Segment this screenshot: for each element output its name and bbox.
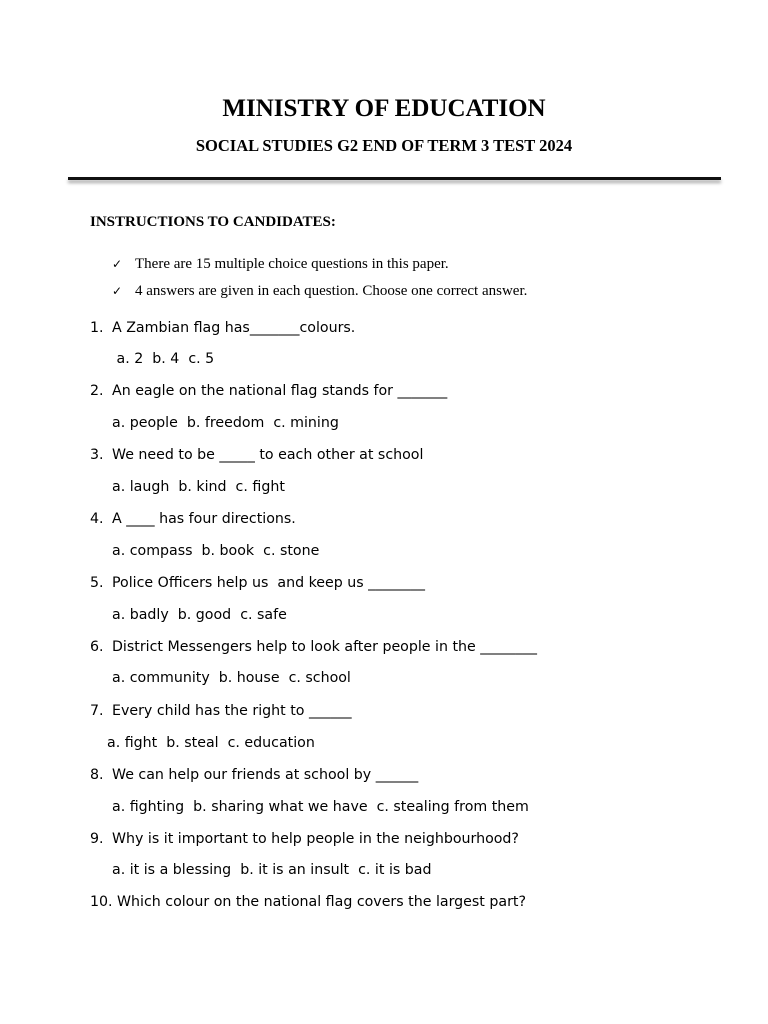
answer-options: a. laugh b. kind c. fight	[112, 479, 285, 495]
instruction-text: There are 15 multiple choice questions in this paper.	[135, 256, 449, 272]
instruction-item	[112, 278, 527, 305]
instructions-heading: INSTRUCTIONS TO CANDIDATES:	[90, 214, 336, 230]
question-number: 6.	[90, 639, 104, 655]
question	[90, 637, 537, 657]
check-icon: ✓	[112, 284, 123, 298]
question	[90, 892, 526, 912]
question-text: Why is it important to help people in the neighbourhood?	[112, 831, 519, 847]
question-number: 5.	[90, 575, 104, 591]
question	[90, 765, 418, 785]
answer-options: a. community b. house c. school	[112, 670, 351, 686]
instruction-text: 4 answers are given in each question. Choose one correct answer.	[135, 283, 528, 299]
question-number: 1.	[90, 320, 104, 336]
question	[90, 381, 447, 401]
question-text: Every child has the right to ______	[112, 703, 352, 719]
question	[90, 318, 355, 338]
question-number: 10.	[90, 894, 113, 910]
instructions-list	[112, 251, 527, 305]
question-text: A ____ has four directions.	[112, 511, 296, 527]
question-text: We can help our friends at school by ______	[112, 767, 419, 783]
answer-options: a. compass b. book c. stone	[112, 543, 320, 559]
answer-options: a. badly b. good c. safe	[112, 607, 287, 623]
answer-options: a. fight b. steal c. education	[107, 735, 315, 751]
question-number: 4.	[90, 511, 104, 527]
question	[90, 445, 423, 465]
question	[90, 509, 296, 529]
question-text: Police Officers help us and keep us ________	[112, 575, 425, 591]
question-number: 2.	[90, 383, 104, 399]
question-text: A Zambian flag has_______colours.	[112, 320, 356, 336]
question-number: 8.	[90, 767, 104, 783]
page-title: MINISTRY OF EDUCATION	[222, 95, 546, 122]
header-divider	[68, 177, 721, 180]
answer-options: a. people b. freedom c. mining	[112, 415, 339, 431]
answer-options: a. 2 b. 4 c. 5	[112, 351, 215, 367]
question-text: An eagle on the national flag stands for _______	[112, 383, 448, 399]
question-text: We need to be _____ to each other at school	[112, 447, 424, 463]
question-text: District Messengers help to look after people in the ________	[112, 639, 538, 655]
question-number: 9.	[90, 831, 104, 847]
question-text: Which colour on the national flag covers the largest part?	[117, 894, 527, 910]
answer-options: a. fighting b. sharing what we have c. stealing from them	[112, 799, 529, 815]
check-icon: ✓	[112, 257, 123, 271]
page-subtitle: SOCIAL STUDIES G2 END OF TERM 3 TEST 2024	[195, 136, 573, 155]
question	[90, 573, 425, 593]
answer-options: a. it is a blessing b. it is an insult c. it is bad	[112, 862, 432, 878]
question-number: 7.	[90, 703, 104, 719]
question-number: 3.	[90, 447, 104, 463]
instruction-item	[112, 251, 527, 278]
question	[90, 701, 352, 721]
question	[90, 829, 519, 849]
